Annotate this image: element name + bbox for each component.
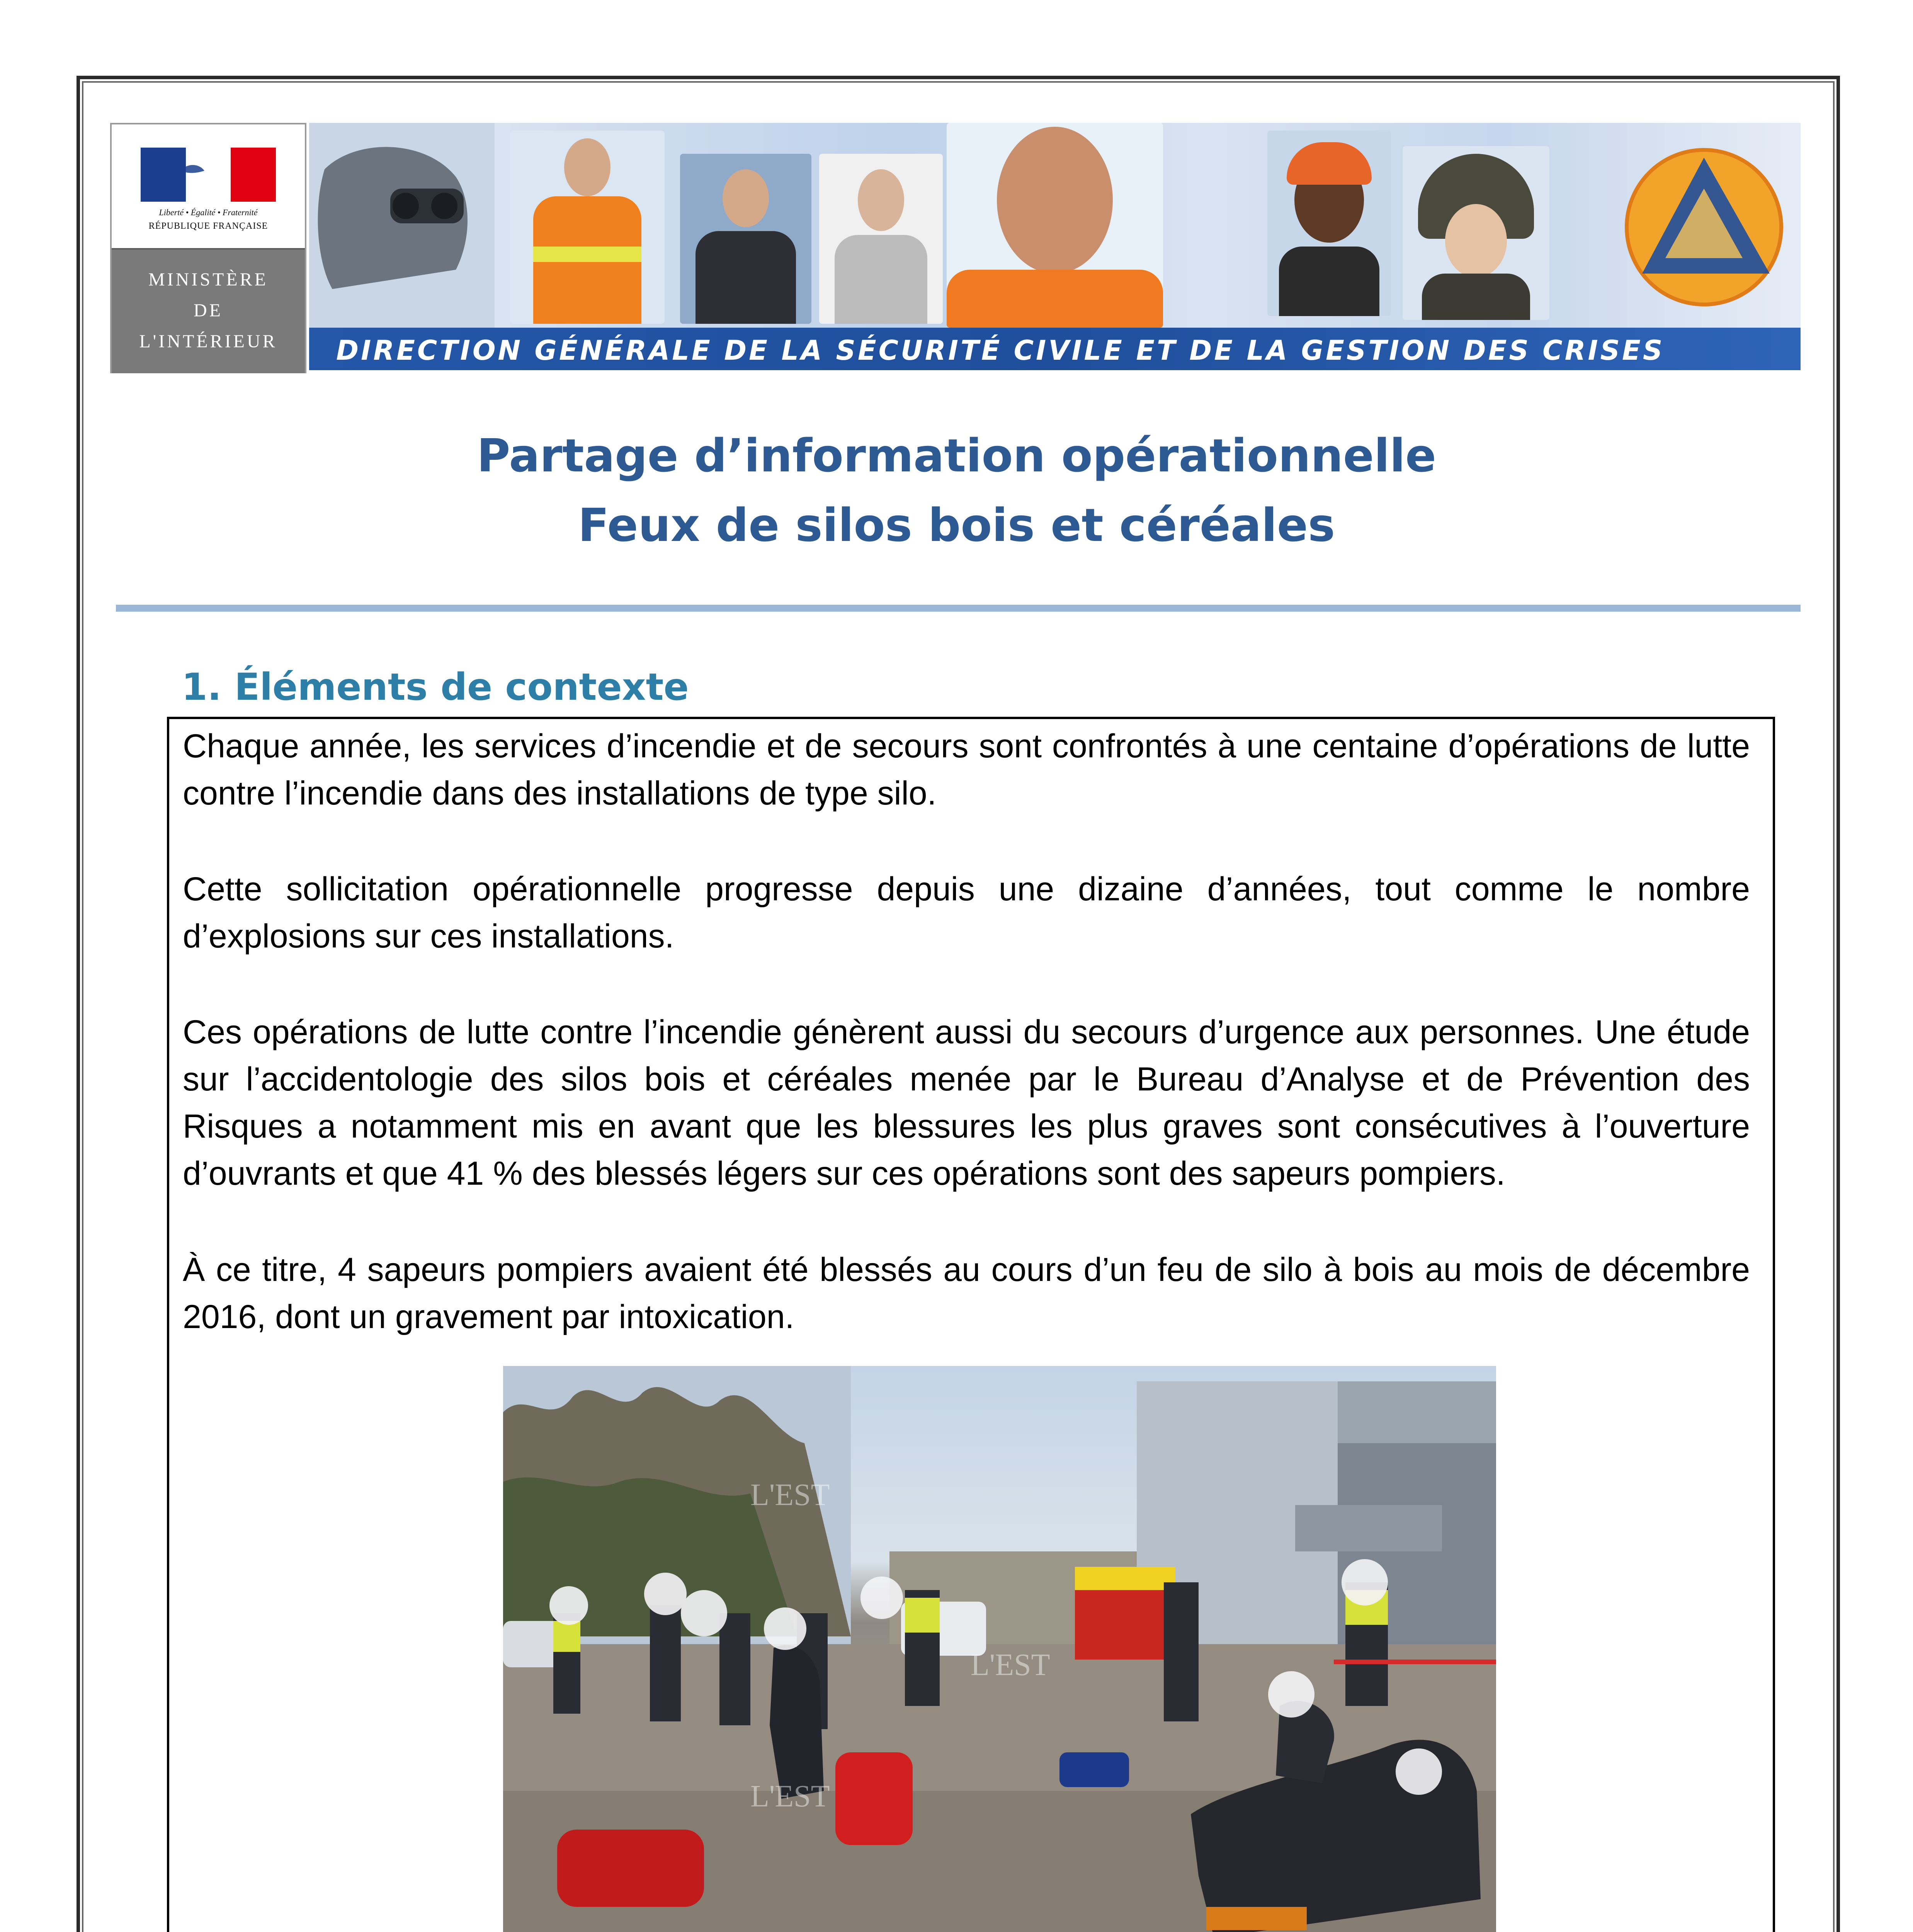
context-paragraph-3: Ces opérations de lutte contre l’incendie génèrent aussi du secours d’urgence aux personnes. Une étude sur l’accidentologie des silos bois et céréales menée par le Bureau d’Analyse et de Prévention des Risques a notamment mis en avant que les blessures les plus graves sont consécutives à l’ouverture d’ouvrants et que 41 % des blessés légers sur ces opérations sont des sapeurs pompiers.	[183, 1014, 1750, 1192]
title-divider	[116, 605, 1801, 612]
firefighter-portrait-1	[510, 131, 665, 324]
context-paragraph-2: Cette sollicitation opérationnelle progresse depuis une dizaine d’années, tout comme le nombre d’explosions sur ces installations.	[183, 871, 1750, 955]
incident-photo	[503, 1366, 1496, 1932]
republic-name: RÉPUBLIQUE FRANÇAISE	[148, 221, 268, 231]
banner-title: DIRECTION GÉNÉRALE DE LA SÉCURITÉ CIVILE ET DE LA GESTION DES CRISES	[336, 335, 1665, 366]
firefighters-scene-image	[503, 1366, 1496, 1932]
header-banner	[309, 123, 1801, 370]
document-title-line-1: Partage d’information opérationnelle	[477, 429, 1436, 482]
rescuer-portrait	[819, 154, 943, 324]
photo-watermark-3: L'EST	[750, 1779, 830, 1813]
marianne-flag-emblem	[141, 148, 276, 202]
pilot-helmet-image	[309, 123, 495, 328]
ministry-line-1: MINISTÈRE	[148, 269, 268, 290]
republic-motto: Liberté • Égalité • Fraternité	[159, 207, 258, 217]
document-title-line-2: Feux de silos bois et céréales	[578, 498, 1335, 552]
context-paragraph-1: Chaque année, les services d’incendie et de secours sont confrontés à une centaine d’opérations de lutte contre l’incendie dans des installations de type silo.	[183, 728, 1750, 812]
civil-security-globe-emblem	[1615, 134, 1793, 320]
ministry-name-box	[112, 248, 305, 373]
photo-watermark-2: L'EST	[971, 1648, 1050, 1682]
female-firefighter-portrait	[1403, 146, 1549, 320]
section-heading: 1. Éléments de contexte	[182, 665, 689, 709]
marianne-profile-icon	[177, 155, 235, 201]
ministry-line-2: DE	[194, 300, 223, 321]
helmeted-firefighter-portrait	[1267, 131, 1391, 316]
ministry-logo	[110, 123, 306, 373]
officer-portrait	[680, 154, 811, 324]
context-paragraph-4: À ce titre, 4 sapeurs pompiers avaient été blessés au cours d’un feu de silo à bois au mois de décembre 2016, dont un gravement par intoxication.	[183, 1251, 1750, 1335]
smiling-rescuer-portrait	[947, 123, 1163, 328]
photo-watermark: L'EST	[750, 1478, 830, 1512]
ministry-line-3: L'INTÉRIEUR	[139, 331, 277, 352]
